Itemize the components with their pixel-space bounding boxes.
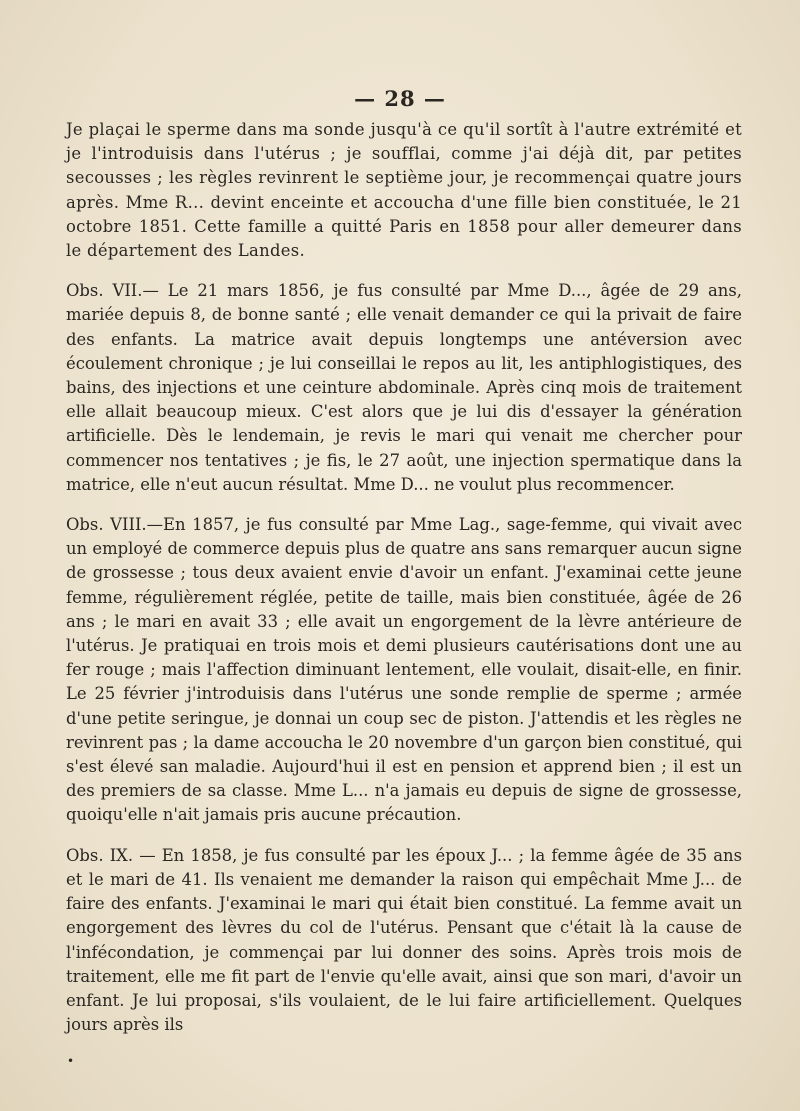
paragraph-obs-ix: Obs. IX. — En 1858, je fus consulté par les époux J... ; la femme âgée de 35 ans et le mari de 41. Ils venaient me demander la raison qui empêchait Mme J... de faire des enfants. J'examinai le mari qui était bien constitué. La femme avait un engorgement des lèvres du col de l'utérus. Pensant que c'était là la cause de l'infécondation, je commençai par lui donner des soins. Après trois mois de traitement, elle me fit part de l'envie qu'elle avait, ainsi que son mari, d'avoir un enfant. Je lui proposai, s'ils voulaient, de le lui faire artificiellement. Quelques jours après ils <box>66 845 742 1035</box>
page-number: — 28 — <box>354 86 446 111</box>
paragraph-continuation: Je plaçai le sperme dans ma sonde jusqu'à ce qu'il sortît à l'autre extrémité et je l'introduisis dans l'utérus ; je soufflai, comme j'ai déjà dit, par petites secousses ; les règles revinrent le septième jour, je recommençai quatre jours après. Mme R... devint enceinte et accoucha d'une fille bien constituée, le 21 octobre 1851. Cette famille a quitté Paris en 1858 pour aller demeurer dans le département des Landes. <box>66 120 742 261</box>
paragraph-obs-vii: Obs. VII.— Le 21 mars 1856, je fus consulté par Mme D..., âgée de 29 ans, mariée depuis 8, de bonne santé ; elle venait demander ce qui la privait de faire des enfants. La matrice avait depuis longtemps une antéversion avec écoulement chronique ; je lui conseillai le repos au lit, les antiphlogistiques, des bains, des injections et une ceinture abdominale. Après cinq mois de traitement elle allait beaucoup mieux. C'est alors que je lui dis d'essayer la génération artificielle. Dès le lendemain, je revis le mari qui venait me chercher pour commencer nos tentatives ; je fis, le 27 août, une injection spermatique dans la matrice, elle n'eut aucun résultat. Mme D... ne voulut plus recommencer. <box>66 281 742 494</box>
body-text <box>66 118 742 1037</box>
paragraph-obs-viii: Obs. VIII.—En 1857, je fus consulté par Mme Lag., sage-femme, qui vivait avec un employé de commerce depuis plus de quatre ans sans remarquer aucun signe de grossesse ; tous deux avaient envie d'avoir un enfant. J'examinai cette jeune femme, régulièrement réglée, petite de taille, mais bien constituée, âgée de 26 ans ; le mari en avait 33 ; elle avait un engorgement de la lèvre antérieure de l'utérus. Je pratiquai en trois mois et demi plusieurs cautérisations dont une au fer rouge ; mais l'affection diminuant lentement, elle voulait, disait-elle, en finir. Le 25 février j'introduisis dans l'utérus une sonde remplie de sperme ; armée d'une petite seringue, je donnai un coup sec de piston. J'attendis et les règles ne revinrent pas ; la dame accoucha le 20 novembre d'un garçon bien constitué, qui s'est élevé san maladie. Aujourd'hui il est en pension et apprend bien ; il est un des premiers de sa classe. Mme L... n'a jamais eu depuis de signe de grossesse, quoiqu'elle n'ait jamais pris aucune précaution. <box>66 515 742 825</box>
bullet-mark: • <box>67 1054 75 1068</box>
